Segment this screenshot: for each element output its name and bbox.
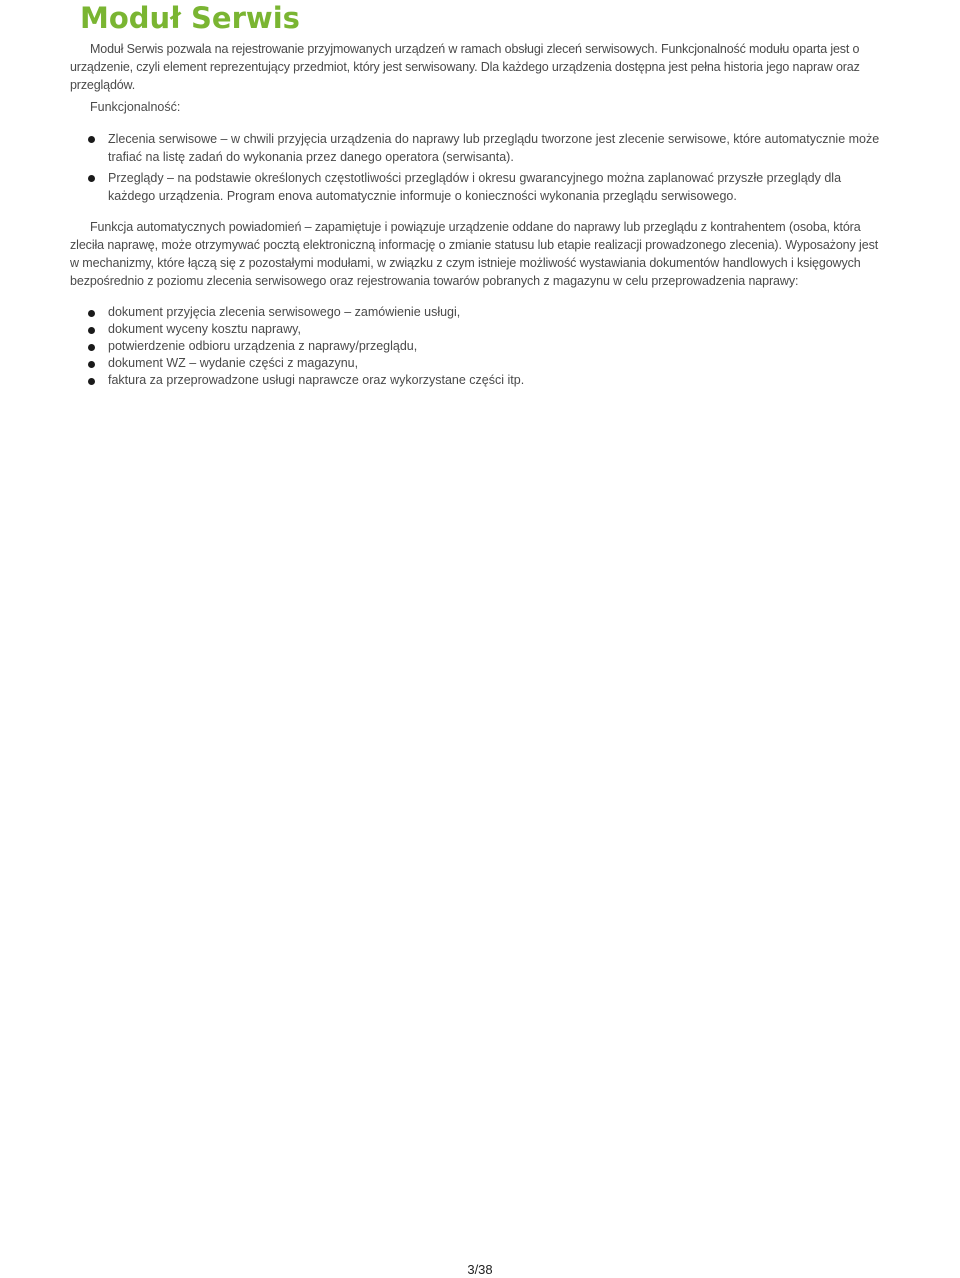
functionality-heading: Funkcjonalność: (90, 100, 181, 114)
list-item-text: dokument przyjęcia zlecenia serwisowego – zamówienie usługi, (108, 305, 461, 319)
intro-paragraph: Moduł Serwis pozwala na rejestrowanie przyjmowanych urządzeń w ramach obsługi zleceń serwisowych. Funkcjonalność modułu oparta jest o urządzenie, czyli element reprezentujący przedmiot, który jest serwisowany. Dla każdego urządzenia dostępna jest pełna historia jego napraw oraz przeglądów. (70, 42, 860, 92)
bullet-icon (88, 310, 95, 317)
page-title: Moduł Serwis (80, 1, 300, 35)
list-item-text: faktura za przeprowadzone usługi naprawcze oraz wykorzystane części itp. (108, 373, 525, 387)
list-item-text: dokument WZ – wydanie części z magazynu, (108, 356, 359, 370)
list-item-text: Zlecenia serwisowe – w chwili przyjęcia urządzenia do naprawy lub przeglądu tworzone jest zlecenie serwisowe, które automatycznie może trafiać na listę zadań do wykonania przez danego operatora (serwisanta). (108, 132, 880, 164)
list-item-text: potwierdzenie odbioru urządzenia z naprawy/przeglądu, (108, 339, 418, 353)
document-body (70, 40, 880, 389)
bullet-icon (88, 327, 95, 334)
list-item-text: Przeglądy – na podstawie określonych częstotliwości przeglądów i okresu gwarancyjnego można zaplanować przyszłe przeglądy dla każdego urządzenia. Program enova automatycznie informuje o konieczności wykonania przeglądu serwisowego. (108, 171, 842, 203)
list-item (108, 169, 880, 205)
list-item (108, 372, 880, 389)
list-item (108, 321, 880, 338)
list-item (108, 304, 880, 321)
bullet-icon (88, 136, 95, 143)
list-item (108, 338, 880, 355)
functionality-list (70, 130, 880, 205)
list-item (108, 355, 880, 372)
bullet-icon (88, 361, 95, 368)
document-list (70, 304, 880, 389)
list-item-text: dokument wyceny kosztu naprawy, (108, 322, 301, 336)
notifications-paragraph: Funkcja automatycznych powiadomień – zapamiętuje i powiązuje urządzenie oddane do naprawy lub przeglądu z kontrahentem (osoba, która zleciła naprawę, może otrzymywać pocztą elektroniczną informację o zmianie statusu lub etapie realizacji prowadzonego zlecenia). Wyposażony jest w mechanizmy, które łączą się z pozostałymi modułami, w związku z czym istnieje możliwość wystawiania dokumentów handlowych i księgowych bezpośrednio z poziomu zlecenia serwisowego oraz rejestrowania towarów pobranych z magazynu w celu przeprowadzenia naprawy: (70, 220, 879, 288)
bullet-icon (88, 175, 95, 182)
page-number: 3/38 (467, 1262, 493, 1277)
bullet-icon (88, 378, 95, 385)
bullet-icon (88, 344, 95, 351)
list-item (108, 130, 880, 166)
